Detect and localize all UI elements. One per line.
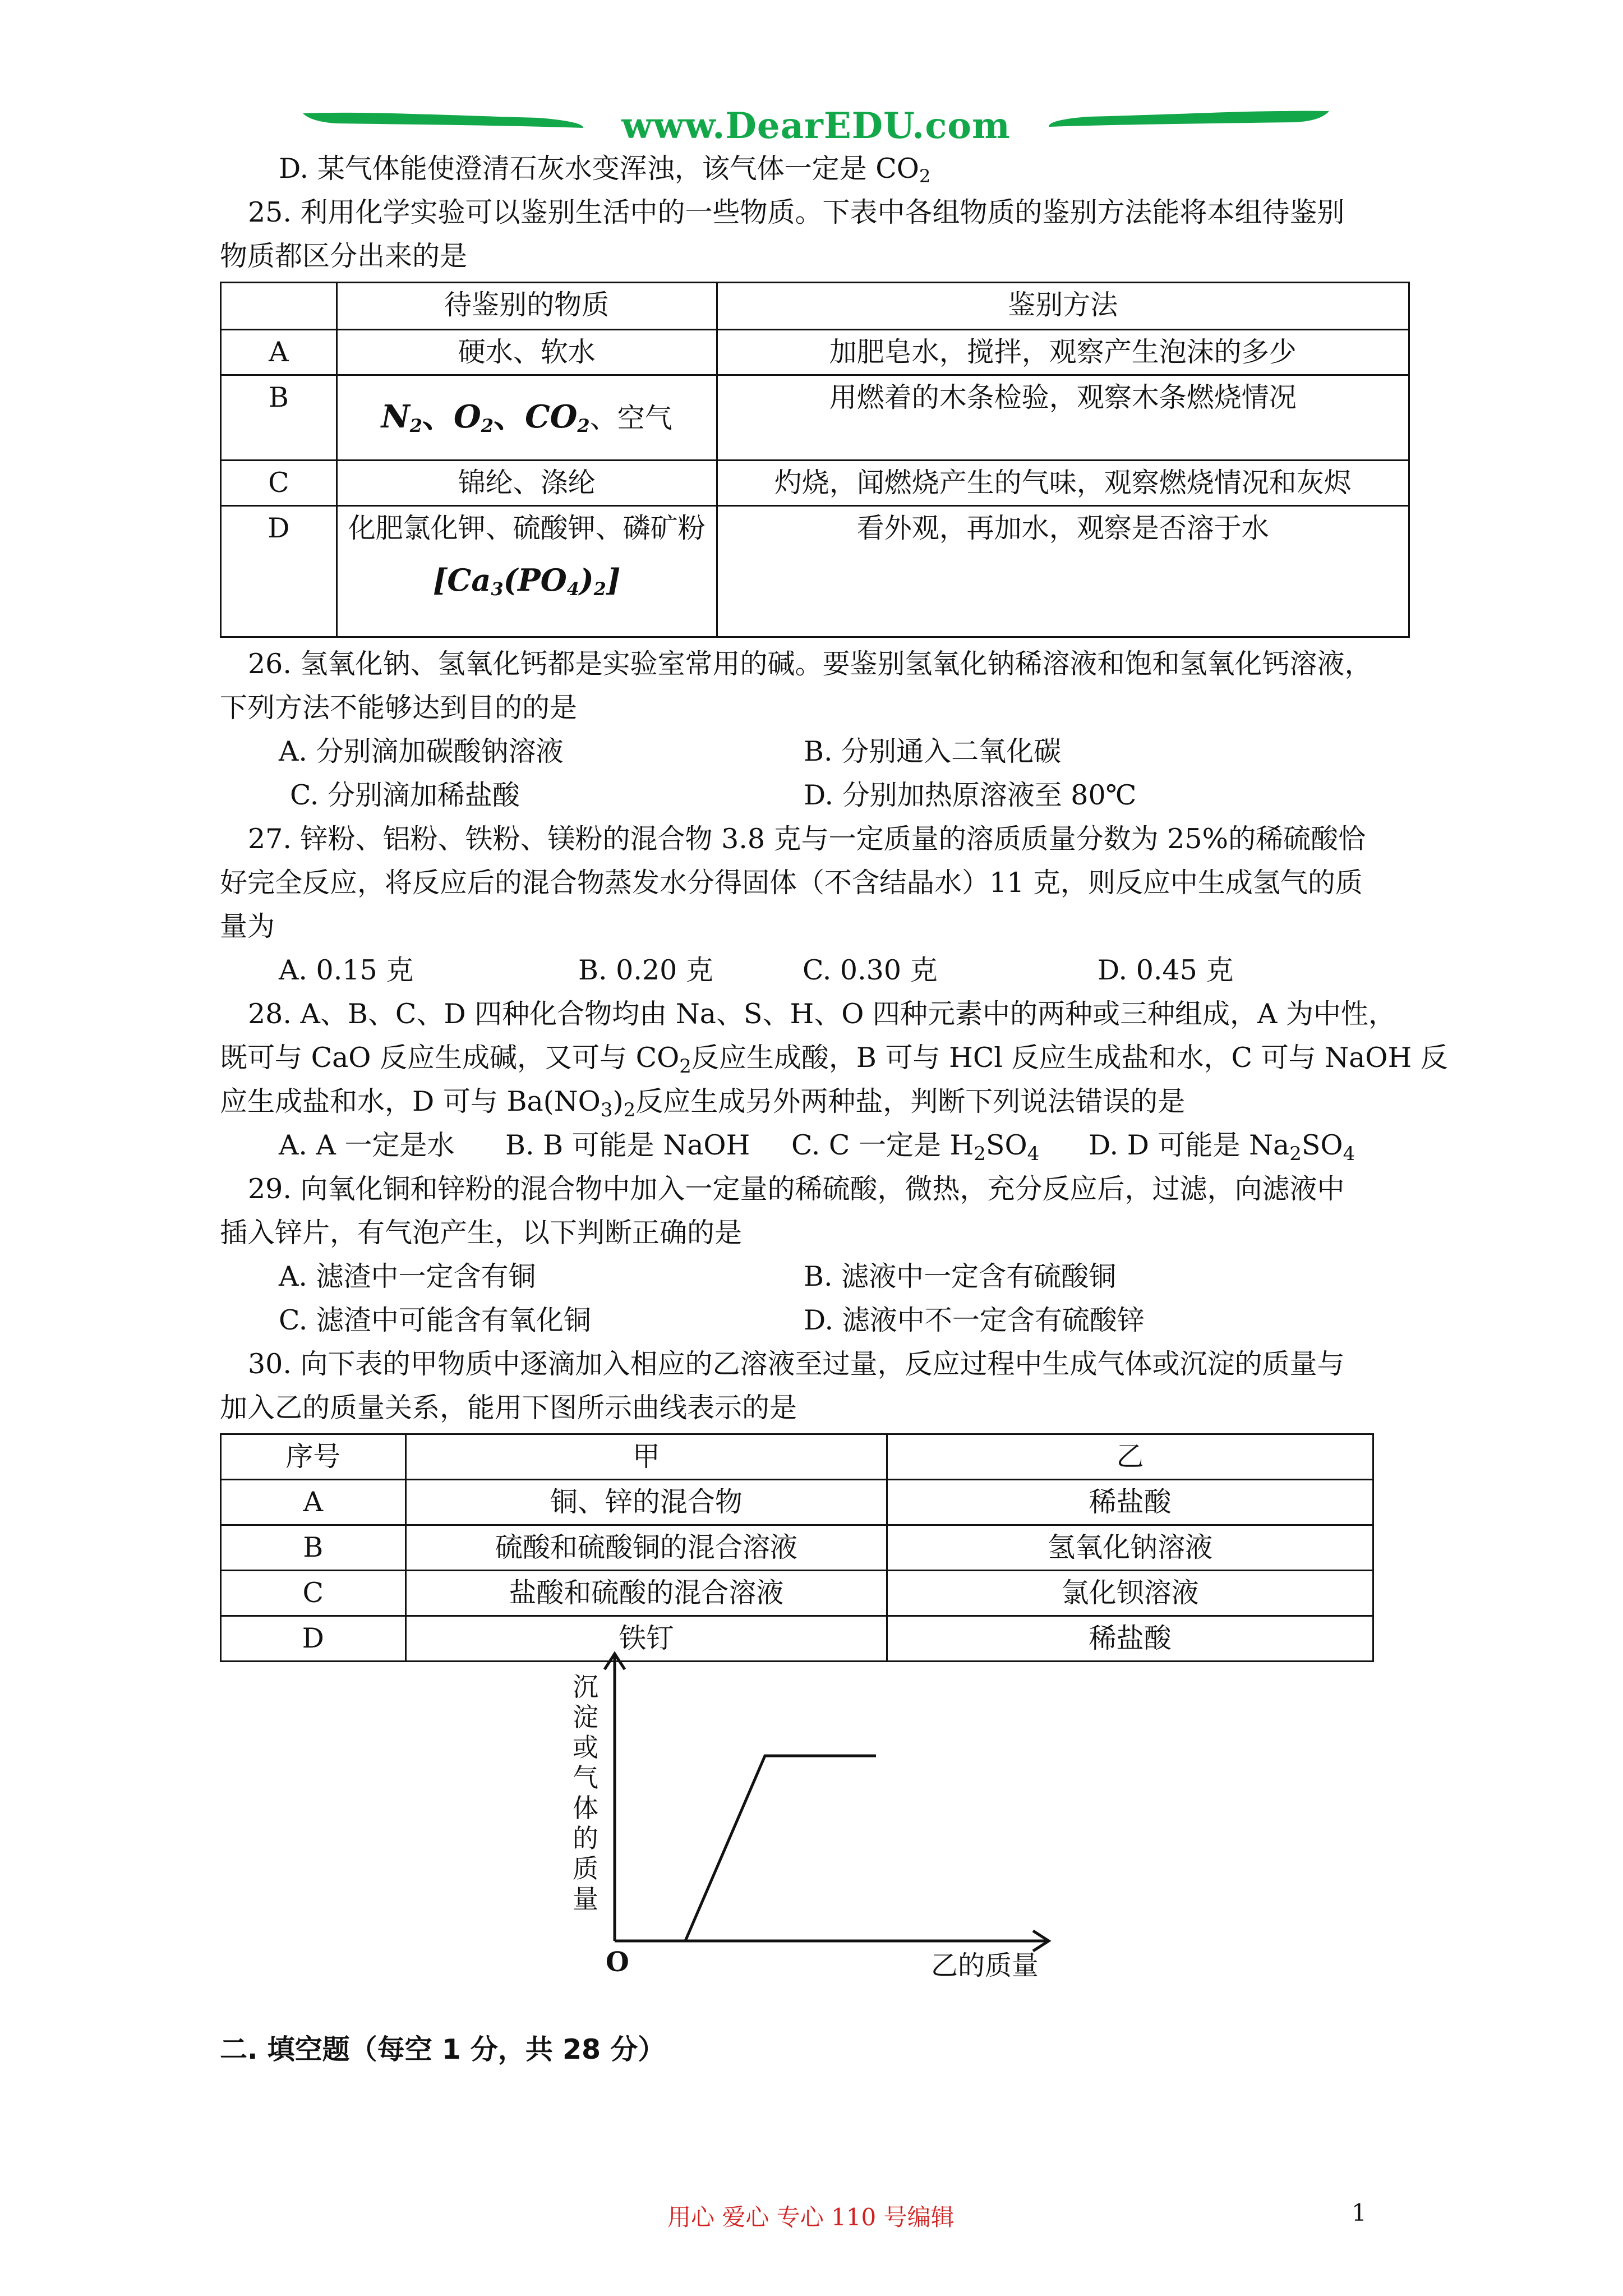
table-cell: 铜、锌的混合物 [405,1480,887,1525]
q29-stem-cont: 插入锌片，有气泡产生，以下判断正确的是 [220,1217,743,1249]
table-cell-text: 、空气 [589,402,672,434]
q27-option-d[interactable]: D. 0.45 克 [1098,954,1234,986]
q29-option-a[interactable]: A. 滤渣中一定含有铜 [279,1260,536,1292]
q28-option-a[interactable]: A. A 一定是水 [279,1129,455,1161]
q26-option-a[interactable]: A. 分别滴加碳酸钠溶液 [279,735,564,767]
table-header: 乙 [887,1434,1373,1480]
table-cell [336,375,717,461]
row-label: C [221,1571,406,1616]
x-axis-label: 乙的质量 [931,1950,1039,1981]
site-title[interactable]: www.DearEDU.com [621,105,1011,147]
row-label: B [221,375,337,461]
curve-line [685,1756,876,1941]
q26-stem: 26. 氢氧化钠、氢氧化钙都是实验室常用的碱。要鉴别氢氧化钠稀溶液和饱和氢氧化钙溶液， [248,648,1372,680]
questions [220,147,1448,1667]
row-label: A [221,330,337,375]
table-cell: 加肥皂水，搅拌，观察产生泡沫的多少 [717,330,1409,375]
table-cell-text: 化肥氯化钾、硫酸钾、磷矿粉 [348,512,706,544]
table-cell: 看外观，再加水，观察是否溶于水 [717,506,1409,637]
q26-option-b[interactable]: B. 分别通入二氧化碳 [804,735,1062,767]
q27-stem-cont2: 量为 [220,910,275,942]
q26-option-d[interactable]: D. 分别加热原溶液至 80℃ [804,779,1137,811]
section-title: 二. 填空题（每空 1 分，共 28 分） [220,2033,666,2065]
q27-option-c[interactable]: C. 0.30 克 [803,954,938,986]
q26-options-cd [220,774,1414,817]
q30-stem: 30. 向下表的甲物质中逐滴加入相应的乙溶液至过量，反应过程中生成气体或沉淀的质量与 [248,1348,1345,1380]
table-row [221,1571,1373,1616]
phosphate-formula: $[Ca_3(PO_4)_2]$ [432,562,621,600]
table-row [221,375,1409,461]
table-cell: 硬水、软水 [336,330,717,375]
row-label: A [221,1480,406,1525]
table-header: 序号 [221,1434,406,1480]
q28-stem-cont2: 应生成盐和水，D 可与 $Ba(NO_3)_2$反应生成另外两种盐，判断下列说法错误的是 [220,1085,1186,1121]
table-cell: 氯化钡溶液 [887,1571,1373,1616]
table-cell: 稀盐酸 [887,1616,1373,1662]
q27-stem: 27. 锌粉、铝粉、铁粉、镁粉的混合物 3.8 克与一定质量的溶质质量分数为 25%的稀硫酸恰 [248,823,1366,855]
q29-option-c[interactable]: C. 滤渣中可能含有氧化铜 [279,1304,591,1336]
table-row [221,506,1409,637]
y-axis-label: 沉淀或气体的质量 [573,1672,598,1914]
q27-stem-cont: 好完全反应，将反应后的混合物蒸发水分得固体（不含结晶水）11 克，则反应中生成氢气的质 [220,867,1363,899]
table-cell: 铁钉 [405,1616,887,1662]
table-row [221,1525,1373,1571]
table-row [221,330,1409,375]
page-number: 1 [1352,2199,1367,2226]
table-header: 鉴别方法 [717,283,1409,330]
q30-stem-cont: 加入乙的质量关系，能用下图所示曲线表示的是 [220,1392,797,1424]
table-row [221,1480,1373,1525]
table-cell [336,506,717,637]
table-cell: 锦纶、涤纶 [336,461,717,506]
row-label: D [221,506,337,637]
q28-stem: 28. A、B、C、D 四种化合物均由 Na、S、H、O 四种元素中的两种或三种组成，A 为中性， [248,998,1396,1030]
q26-options-ab [220,730,1414,774]
table-cell: 硫酸和硫酸铜的混合溶液 [405,1525,887,1571]
q28-option-b[interactable]: B. B 可能是 NaOH [505,1129,750,1161]
q29-options-cd [220,1299,1414,1342]
q28-option-c[interactable]: C. C 一定是 $H_2SO_4$ [791,1129,1040,1165]
row-label: B [221,1525,406,1571]
q27-option-b[interactable]: B. 0.20 克 [578,954,713,986]
q28-option-d[interactable]: D. D 可能是 $Na_2SO_4$ [1089,1129,1355,1165]
q30-graph [561,1644,1094,1991]
q25-stem: 25. 利用化学实验可以鉴别生活中的一些物质。下表中各组物质的鉴别方法能将本组待鉴别 [248,196,1345,228]
q29-stem: 29. 向氧化铜和锌粉的混合物中加入一定量的稀硫酸，微热，充分反应后，过滤，向滤液中 [248,1173,1345,1205]
q27-option-a[interactable]: A. 0.15 克 [279,954,414,986]
q25-stem-cont: 物质都区分出来的是 [220,240,468,272]
table-cell: 氢氧化钠溶液 [887,1525,1373,1571]
q29-option-d[interactable]: D. 滤液中不一定含有硫酸锌 [804,1304,1145,1336]
q24-option-d: D. 某气体能使澄清石灰水变浑浊，该气体一定是 $CO_2$ [279,153,931,187]
footer-text: 用心 爱心 专心 110 号编辑 [667,2203,955,2231]
q25-table [220,282,1410,638]
gas-formulas: $N_2$、$O_2$、$CO_2$ [381,398,590,436]
table-row [221,1434,1373,1480]
table-cell: 灼烧，闻燃烧产生的气味，观察燃烧情况和灰烬 [717,461,1409,506]
table-cell: 稀盐酸 [887,1480,1373,1525]
q28-options [220,1124,1414,1167]
table-cell: 盐酸和硫酸的混合溶液 [405,1571,887,1616]
origin-label: O [606,1947,629,1978]
q29-options-ab [220,1255,1414,1299]
graph-canvas [561,1644,1094,1991]
table-row [221,283,1409,330]
q28-stem-cont: 既可与 CaO 反应生成碱，又可与 $CO_2$反应生成酸，B 可与 HCl 反应生成盐和水，C 可与 NaOH 反 [220,1042,1448,1078]
q29-option-b[interactable]: B. 滤液中一定含有硫酸铜 [804,1260,1117,1292]
row-label: C [221,461,337,506]
q30-table [220,1433,1374,1662]
table-row [221,461,1409,506]
table-cell: 用燃着的木条检验，观察木条燃烧情况 [717,375,1409,461]
q26-stem-cont: 下列方法不能够达到目的的是 [220,692,578,724]
site-header [303,101,1329,151]
table-cell [221,283,337,330]
q26-option-c[interactable]: C. 分别滴加稀盐酸 [290,779,520,811]
row-label: D [221,1616,406,1662]
table-header: 甲 [405,1434,887,1480]
table-header: 待鉴别的物质 [336,283,717,330]
q27-options [220,949,1414,992]
